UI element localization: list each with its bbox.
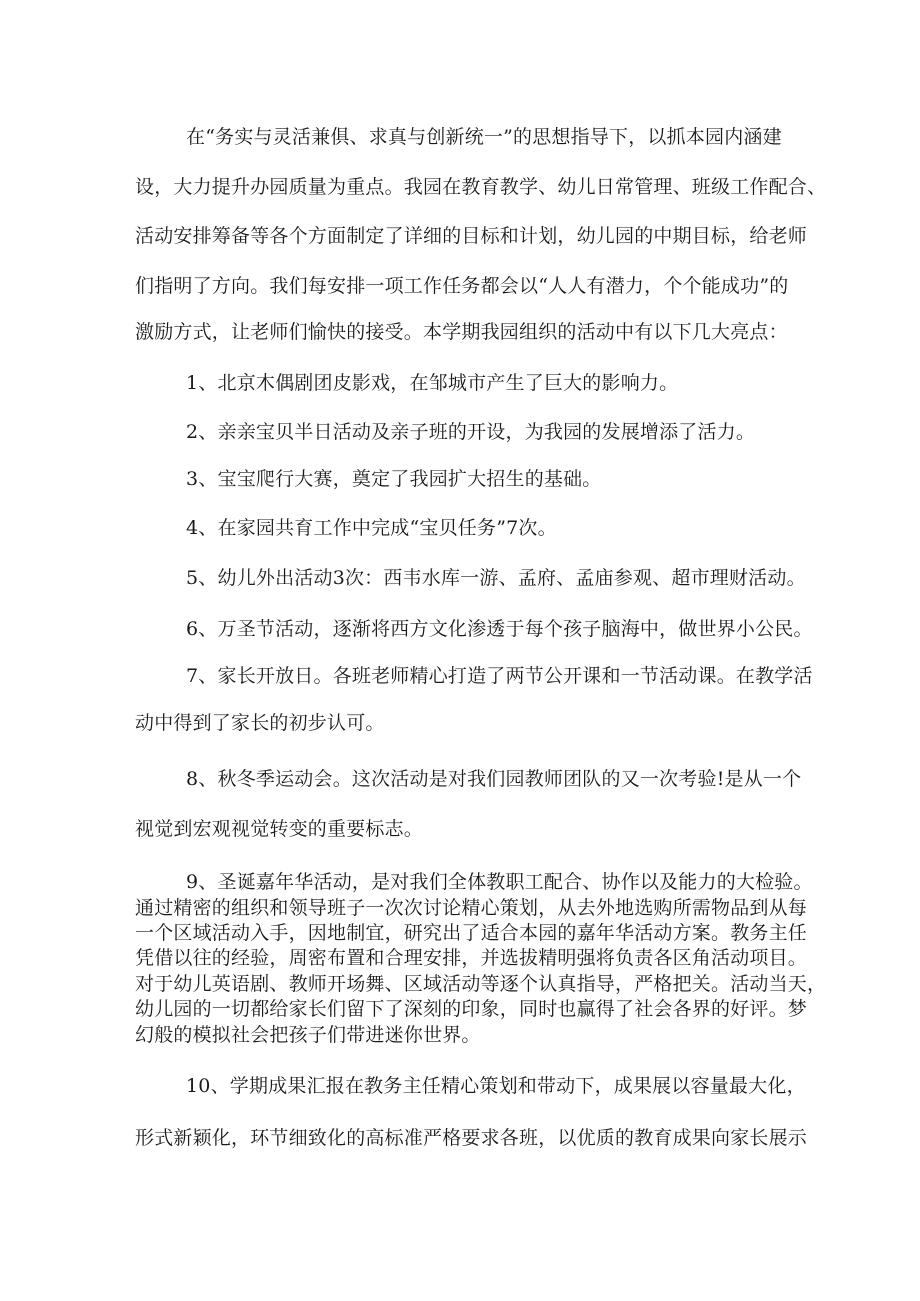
list-item-9-line-7: 幻般的模拟社会把孩子们带进迷你世界。 (135, 1024, 481, 1046)
list-item-3: 3、宝宝爬行大赛，奠定了我园扩大招生的基础。 (186, 468, 602, 490)
list-item-8-line-2: 视觉到宏观视觉转变的重要标志。 (135, 818, 424, 840)
list-item-9-line-3: 一个区域活动入手，因地制宜，研究出了适合本园的嘉年华活动方案。教务主任 (135, 922, 808, 944)
intro-line-1: 在“务实与灵活兼俱、求真与创新统一”的思想指导下，以抓本园内涵建 (186, 126, 782, 148)
list-item-2: 2、亲亲宝贝半日活动及亲子班的开设，为我园的发展增添了活力。 (186, 421, 756, 443)
list-item-4: 4、在家园共育工作中完成“宝贝任务”7次。 (186, 517, 557, 539)
list-item-7-line-2: 动中得到了家长的初步认可。 (135, 712, 385, 734)
list-item-1: 1、北京木偶剧团皮影戏，在邹城市产生了巨大的影响力。 (186, 372, 679, 394)
intro-line-5: 激励方式，让老师们愉快的接受。本学期我园组织的活动中有以下几大亮点： (135, 321, 788, 343)
list-item-9-line-2: 通过精密的组织和领导班子一次次讨论精心策划，从去外地选购所需物品到从每 (135, 897, 808, 919)
intro-line-3: 活动安排筹备等各个方面制定了详细的目标和计划，幼儿园的中期目标，给老师 (135, 225, 808, 247)
list-item-8-line-1: 8、秋冬季运动会。这次活动是对我们园教师团队的又一次考验!是从一个 (186, 768, 802, 790)
list-item-6: 6、万圣节活动，逐渐将西方文化渗透于每个孩子脑海中，做世界小公民。 (186, 618, 813, 640)
list-item-9-line-5: 对于幼儿英语剧、教师开场舞、区域活动等逐个认真指导，严格把关。活动当天， (135, 973, 827, 995)
intro-line-2: 设，大力提升办园质量为重点。我园在教育教学、幼儿日常管理、班级工作配合、 (135, 176, 827, 198)
list-item-9-line-6: 幼儿园的一切都给家长们留下了深刻的印象，同时也赢得了社会各界的好评。梦 (135, 998, 808, 1020)
list-item-9-line-1: 9、圣诞嘉年华活动，是对我们全体教职工配合、协作以及能力的大检验。 (186, 871, 813, 893)
list-item-10-line-1: 10、学期成果汇报在教务主任精心策划和带动下，成果展以容量最大化， (186, 1075, 806, 1097)
intro-line-4: 们指明了方向。我们每安排一项工作任务都会以“人人有潜力，个个能成功”的 (135, 275, 789, 297)
list-item-5: 5、幼儿外出活动3次：西韦水库一游、孟府、孟庙参观、超市理财活动。 (186, 567, 806, 589)
list-item-9-line-4: 凭借以往的经验，周密布置和合理安排，并选拔精明强将负责各区角活动项目。 (135, 947, 808, 969)
list-item-10-line-2: 形式新颖化，环节细致化的高标准严格要求各班，以优质的教育成果向家长展示 (135, 1127, 808, 1149)
list-item-7-line-1: 7、家长开放日。各班老师精心打造了两节公开课和一节活动课。在教学活 (186, 665, 813, 687)
